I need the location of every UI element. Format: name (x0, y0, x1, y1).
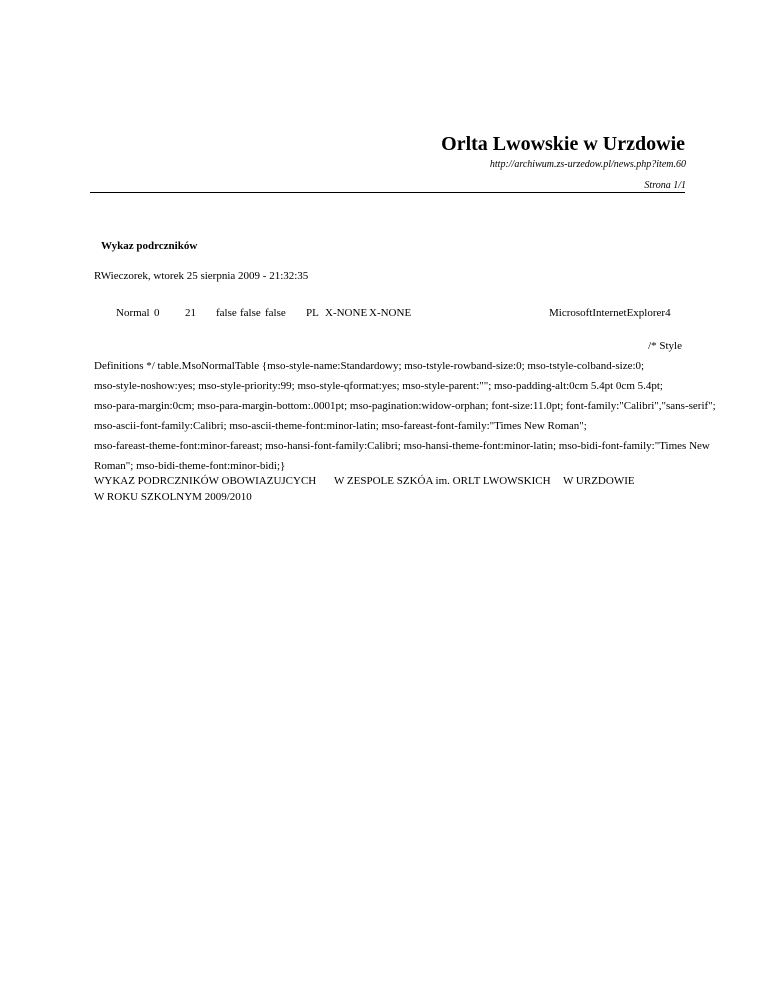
meta-token: 0 (154, 307, 160, 319)
heading-part: W URZDOWIE (563, 475, 635, 487)
meta-token: PL (306, 307, 319, 319)
site-title: Orlta Lwowskie w Urzdowie (441, 133, 685, 155)
article-byline: RWieczorek, wtorek 25 sierpnia 2009 - 21:32:35 (94, 270, 309, 282)
heading-part: WYKAZ PODRCZNIKÓW OBOWIAZUJCYCH (94, 475, 317, 487)
style-line: mso-para-margin:0cm; mso-para-margin-bottom:.0001pt; mso-pagination:widow-orphan; font-size:11.0pt; font-family:"Calibri","sans-serif"; (94, 400, 716, 412)
meta-token: false (265, 307, 286, 319)
style-line: mso-fareast-theme-font:minor-fareast; mso-hansi-font-family:Calibri; mso-hansi-theme-font:minor-latin; mso-bidi-font-family:"Times New (94, 440, 710, 452)
style-line: mso-style-noshow:yes; mso-style-priority:99; mso-style-qformat:yes; mso-style-parent:""; mso-padding-alt:0cm 5.4pt 0cm 5.4pt; (94, 380, 663, 392)
meta-token: X-NONE (325, 307, 368, 319)
style-line: Definitions */ table.MsoNormalTable {mso-style-name:Standardowy; mso-tstyle-rowband-size:0; mso-tstyle-colband-size:0; (94, 360, 645, 372)
textbook-list-heading (0, 475, 768, 489)
style-line: Roman"; mso-bidi-theme-font:minor-bidi;} (94, 460, 286, 472)
style-definitions (94, 356, 716, 476)
source-url: http://archiwum.zs-urzedow.pl/news.php?item.60 (489, 159, 686, 170)
meta-token: false (216, 307, 237, 319)
meta-token: 21 (185, 307, 196, 319)
meta-token: false (240, 307, 261, 319)
meta-token: X-NONE (369, 307, 412, 319)
style-comment-open: /* Style (648, 340, 682, 352)
meta-token: Normal (116, 307, 150, 319)
style-line: mso-ascii-font-family:Calibri; mso-ascii-theme-font:minor-latin; mso-fareast-font-family:"Times New Roman"; (94, 420, 587, 432)
header-divider (90, 192, 685, 193)
school-year-line: W ROKU SZKOLNYM 2009/2010 (94, 491, 252, 503)
page-number: Strona 1/1 (644, 180, 686, 191)
heading-part: W ZESPOLE SZKÓA im. ORLT LWOWSKICH (334, 475, 551, 487)
article-title: Wykaz podrczników (101, 240, 198, 252)
word-meta-row (0, 307, 768, 321)
meta-token: MicrosoftInternetExplorer4 (549, 307, 671, 319)
